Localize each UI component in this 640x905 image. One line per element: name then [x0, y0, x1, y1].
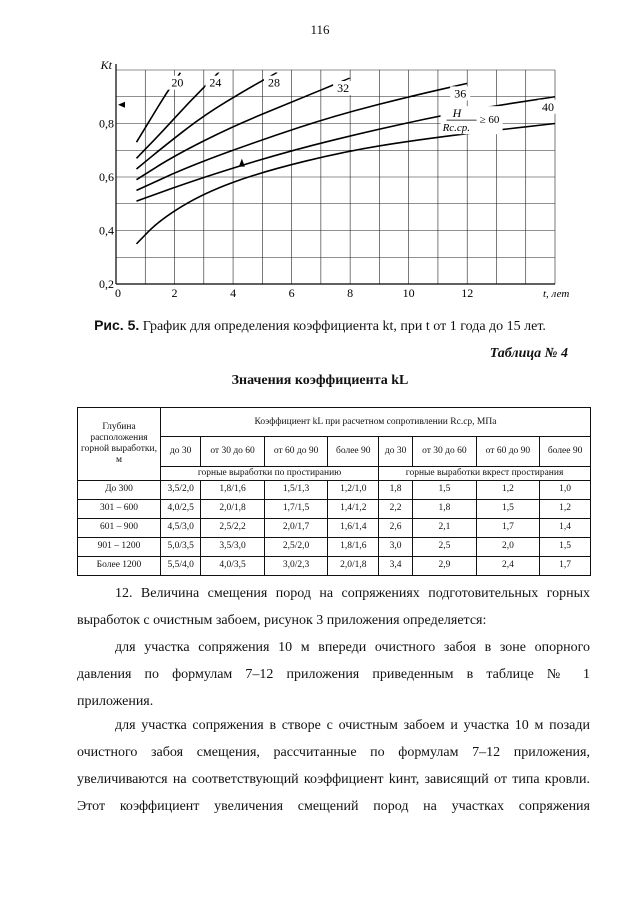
value-cell: 5,0/3,5 — [161, 537, 201, 556]
value-cell: 1,7 — [540, 556, 591, 575]
series-label: 32 — [337, 81, 350, 96]
table-title: Значения коэффициента kL — [231, 373, 409, 388]
depth-cell: 901 – 1200 — [78, 537, 161, 556]
text-line: приложения. — [77, 694, 154, 709]
value-cell: 1,6/1,4 — [328, 518, 379, 537]
figure-caption — [0, 317, 640, 335]
y-tick-label: 0,4 — [99, 223, 114, 238]
annotation-relation: ≥ 60 — [479, 114, 500, 127]
value-cell: 1,7 — [476, 518, 540, 537]
value-cell: 1,8 — [379, 480, 413, 499]
value-cell: 5,5/4,0 — [161, 556, 201, 575]
text-line: 12. Величина смещения пород на сопряжениях подготовительных горных — [115, 586, 590, 601]
annotation-denominator: Rс.ср. — [442, 122, 471, 135]
x-tick-label: 2 — [171, 286, 178, 300]
depth-cell: 301 – 600 — [78, 499, 161, 518]
sub-header: от 30 до 60 — [413, 437, 477, 467]
value-cell: 3,5/2,0 — [161, 480, 201, 499]
value-cell: 1,8/1,6 — [328, 537, 379, 556]
y-tick-label: 0,6 — [99, 170, 114, 184]
table-row — [78, 518, 591, 537]
kl-table — [77, 407, 591, 576]
series-line — [136, 124, 555, 244]
left-arrow-icon — [118, 102, 125, 108]
value-cell: 1,5 — [476, 499, 540, 518]
kt-chart — [80, 52, 570, 302]
depth-cell: Более 1200 — [78, 556, 161, 575]
x-tick-label: 10 — [402, 286, 415, 300]
value-cell: 2,0/1,8 — [328, 556, 379, 575]
table-row — [78, 556, 591, 575]
x-tick-label: 0 — [115, 286, 121, 300]
value-cell: 1,2 — [476, 480, 540, 499]
paragraph-behind — [77, 712, 590, 820]
series-label: 20 — [171, 75, 184, 90]
value-cell: 2,5 — [413, 537, 477, 556]
value-cell: 2,0/1,8 — [201, 499, 265, 518]
series-label: 40 — [542, 99, 554, 114]
sub-header: до 30 — [379, 437, 413, 467]
value-cell: 2,4 — [476, 556, 540, 575]
depth-cell: 601 – 900 — [78, 518, 161, 537]
value-cell: 1,4 — [540, 518, 591, 537]
value-cell: 1,0 — [540, 480, 591, 499]
value-cell: 2,5/2,0 — [264, 537, 328, 556]
main-header: Коэффициент kL при расчетном сопротивлении Rс.ср, МПа — [161, 408, 591, 437]
x-tick-label: 8 — [347, 286, 354, 300]
value-cell: 3,4 — [379, 556, 413, 575]
value-cell: 1,7/1,5 — [264, 499, 328, 518]
sub-header: от 60 до 90 — [264, 437, 328, 467]
value-cell: 1,2/1,0 — [328, 480, 379, 499]
caption-label: Рис. 5. — [94, 317, 140, 333]
value-cell: 2,6 — [379, 518, 413, 537]
value-cell: 2,9 — [413, 556, 477, 575]
sub-header: до 30 — [161, 437, 201, 467]
up-arrow-icon — [239, 159, 245, 167]
text-line: увеличиваются на соответствующий коэффициент kинт, зависящий от типа кровли. — [77, 772, 590, 787]
value-cell: 1,2 — [540, 499, 591, 518]
value-cell: 1,8/1,6 — [201, 480, 265, 499]
text-line: для участка сопряжения в створе с очистным забоем и участка 10 м позади — [115, 718, 590, 733]
value-cell: 4,0/3,5 — [201, 556, 265, 575]
text-line: для участка сопряжения 10 м впереди очистного забоя в зоне опорного — [115, 640, 590, 655]
x-axis-label: t, лет — [543, 288, 570, 300]
x-tick-label: 4 — [230, 286, 237, 300]
series-label: 28 — [267, 75, 280, 90]
value-cell: 1,5 — [540, 537, 591, 556]
series-label: 24 — [209, 75, 222, 90]
table-row — [78, 480, 591, 499]
caption-text: График для определения коэффициента kt, при t от 1 года до 15 лет. — [139, 319, 546, 334]
sub-header: от 30 до 60 — [201, 437, 265, 467]
y-axis-label: Kt — [100, 58, 112, 72]
value-cell: 4,0/2,5 — [161, 499, 201, 518]
text-line: очистного забоя смещения, рассчитанные по формулам 7–12 приложения, — [77, 745, 590, 760]
paragraph-12 — [77, 580, 590, 634]
value-cell: 1,5/1,3 — [264, 480, 328, 499]
annotation-numerator: H — [452, 106, 462, 121]
text-line: Этот коэффициент увеличения смещений пород на участках сопряжения — [77, 799, 590, 814]
value-cell: 3,5/3,0 — [201, 537, 265, 556]
series-line — [136, 83, 467, 190]
value-cell: 4,5/3,0 — [161, 518, 201, 537]
page-number: 116 — [310, 22, 330, 37]
table-row — [78, 499, 591, 518]
value-cell: 2,5/2,2 — [201, 518, 265, 537]
series-label: 36 — [454, 86, 467, 101]
value-cell: 1,5 — [413, 480, 477, 499]
text-line: давления по формулам 7–12 приложения приведенным в таблице № 1 — [77, 667, 590, 682]
group-cross: горные выработки вкрест простирания — [379, 467, 591, 481]
y-tick-label: 0,8 — [99, 116, 114, 131]
value-cell: 2,0/1,7 — [264, 518, 328, 537]
text-line: выработок с очистным забоем, рисунок 3 приложения определяется: — [77, 613, 487, 628]
table-row — [78, 537, 591, 556]
paragraph-ahead — [77, 634, 590, 715]
sub-header: более 90 — [540, 437, 591, 467]
group-strike: горные выработки по простиранию — [161, 467, 379, 481]
value-cell: 1,8 — [413, 499, 477, 518]
x-tick-label: 12 — [461, 286, 474, 300]
depth-cell: До 300 — [78, 480, 161, 499]
value-cell: 3,0/2,3 — [264, 556, 328, 575]
sub-header: от 60 до 90 — [476, 437, 540, 467]
x-tick-label: 6 — [288, 286, 295, 300]
sub-header: более 90 — [328, 437, 379, 467]
depth-header: Глубина расположения горной выработки, м — [78, 408, 161, 481]
value-cell: 1,4/1,2 — [328, 499, 379, 518]
value-cell: 2,0 — [476, 537, 540, 556]
value-cell: 2,1 — [413, 518, 477, 537]
y-tick-label: 0,2 — [99, 277, 114, 291]
value-cell: 2,2 — [379, 499, 413, 518]
value-cell: 3,0 — [379, 537, 413, 556]
table-number: Таблица № 4 — [489, 346, 568, 361]
